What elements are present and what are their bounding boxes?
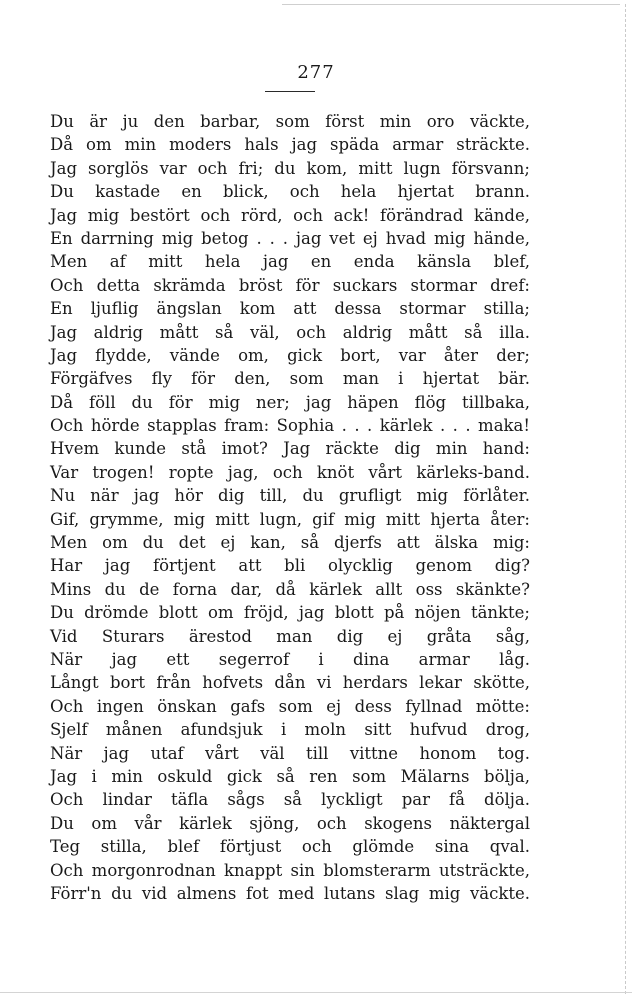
poem-line: Jag flydde, vände om, gick bort, var åter der;: [50, 345, 530, 365]
page-number-underline: [265, 91, 315, 92]
poem-line: En darrning mig betog . . . jag vet ej hvad mig hände,: [50, 228, 530, 248]
poem-line: En ljuflig ängslan kom att dessa stormar stilla;: [50, 299, 530, 319]
scan-bottom-edge: [0, 992, 632, 993]
poem-line: Vid Sturars ärestod man dig ej gråta såg,: [50, 626, 530, 646]
poem-line: Jag aldrig mått så väl, och aldrig mått så illa.: [50, 322, 530, 342]
poem-line: När jag utaf vårt väl till vittne honom tog.: [50, 743, 530, 763]
poem-line: Nu när jag hör dig till, du grufligt mig förlåter.: [50, 486, 530, 506]
poem-text: [50, 110, 530, 905]
poem-line: Då föll du för mig ner; jag häpen flög tillbaka,: [50, 392, 530, 412]
poem-line: Du om vår kärlek sjöng, och skogens näktergal: [50, 813, 530, 833]
poem-line: Du är ju den barbar, som först min oro väckte,: [50, 112, 530, 131]
poem-line: Men om du det ej kan, så djerfs att älska mig:: [50, 533, 530, 553]
poem-line: Har jag förtjent att bli olycklig genom dig?: [50, 556, 530, 576]
poem-line: När jag ett segerrof i dina armar låg.: [50, 649, 530, 669]
poem-line: Du drömde blott om fröjd, jag blott på nöjen tänkte;: [50, 603, 530, 623]
poem-line: Jag mig bestört och rörd, och ack! förändrad kände,: [50, 205, 530, 225]
scan-top-edge: [282, 4, 620, 5]
poem-line: Teg stilla, blef förtjust och glömde sina qval.: [50, 837, 530, 857]
poem-line: Långt bort från hofvets dån vi herdars lekar skötte,: [50, 673, 530, 693]
poem-line: Då om min moders hals jag späda armar sträckte.: [50, 135, 530, 155]
poem-line: Sjelf månen afundsjuk i moln sitt hufvud drog,: [50, 720, 530, 740]
poem-line: Men af mitt hela jag en enda känsla blef,: [50, 252, 530, 272]
poem-line: Och ingen önskan gafs som ej dess fyllnad mötte:: [50, 696, 530, 716]
poem-line: Förr'n du vid almens fot med lutans slag mig väckte.: [50, 883, 530, 903]
poem-line: Gif, grymme, mig mitt lugn, gif mig mitt hjerta åter:: [50, 509, 530, 529]
poem-line: Jag sorglös var och fri; du kom, mitt lugn försvann;: [50, 158, 530, 178]
page-number: 277: [297, 62, 335, 83]
poem-line: Du kastade en blick, och hela hjertat brann.: [50, 182, 530, 202]
poem-line: Jag i min oskuld gick så ren som Mälarns bölja,: [50, 766, 530, 786]
poem-line: Och lindar täfla sågs så lyckligt par få dölja.: [50, 790, 530, 810]
scan-right-edge: [625, 4, 626, 994]
poem-line: Och morgonrodnan knappt sin blomsterarm utsträckte,: [50, 860, 530, 880]
poem-line: Och detta skrämda bröst för suckars stormar dref:: [50, 275, 530, 295]
poem-line: Förgäfves fly för den, som man i hjertat bär.: [50, 369, 530, 389]
poem-line: Och hörde stapplas fram: Sophia . . . kärlek . . . maka!: [50, 416, 530, 436]
poem-line: Hvem kunde stå imot? Jag räckte dig min hand:: [50, 439, 530, 459]
poem-line: Mins du de forna dar, då kärlek allt oss skänkte?: [50, 579, 530, 599]
poem-line: Var trogen! ropte jag, och knöt vårt kärleks-band.: [50, 462, 530, 482]
